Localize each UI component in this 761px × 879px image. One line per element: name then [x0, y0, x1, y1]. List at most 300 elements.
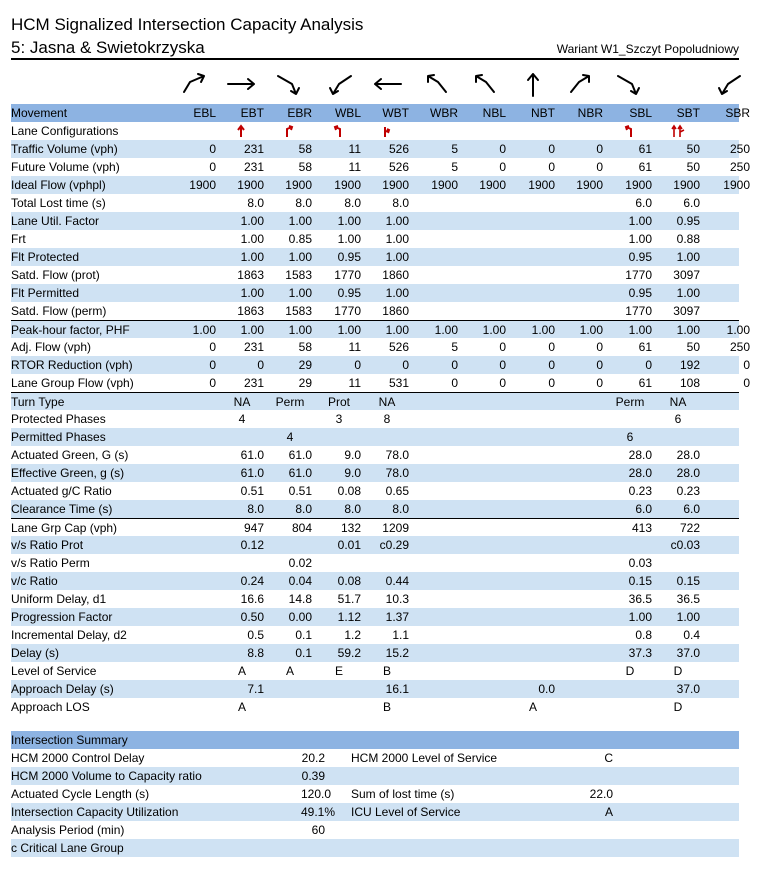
table-cell: 250: [729, 142, 750, 156]
row-label: v/s Ratio Perm: [11, 556, 90, 570]
table-row: [11, 212, 739, 230]
table-cell: 531: [388, 376, 409, 390]
table-cell: 6.0: [683, 502, 700, 516]
table-cell: 1.00: [385, 323, 409, 337]
table-cell: 1.00: [288, 214, 312, 228]
table-cell: 11: [348, 142, 361, 156]
table-cell: Prot: [327, 395, 350, 409]
table-cell: 1583: [285, 304, 312, 318]
table-cell: 5: [451, 160, 458, 174]
intersection-summary: [11, 731, 739, 857]
table-cell: 10.3: [385, 592, 409, 606]
table-cell: 108: [679, 376, 700, 390]
table-cell: 0: [354, 358, 361, 372]
table-cell: 722: [679, 521, 700, 535]
table-header: [11, 104, 750, 122]
row-label: Flt Protected: [11, 250, 80, 264]
table-cell: 8.0: [392, 502, 409, 516]
table-cell: 7.1: [247, 682, 264, 696]
table-cell: 0: [596, 160, 603, 174]
scenario-name: Wariant W1_Szczyt Popoludniowy: [556, 42, 739, 56]
table-cell: 1.00: [531, 323, 555, 337]
table-cell: 250: [729, 340, 750, 354]
summary-label: Intersection Capacity Utilization: [11, 805, 179, 819]
table-cell: Perm: [275, 395, 305, 409]
report-title: HCM Signalized Intersection Capacity Analysis: [11, 15, 364, 34]
table-row: [11, 572, 739, 590]
table-cell: 0.23: [628, 484, 652, 498]
table-cell: 0: [451, 376, 458, 390]
table-cell: 1.00: [628, 214, 652, 228]
table-row: [11, 194, 739, 212]
table-cell: 1900: [431, 178, 458, 192]
table-cell: 1.00: [676, 286, 700, 300]
table-cell: 804: [291, 521, 312, 535]
table-cell: 0.44: [385, 574, 409, 588]
table-cell: 0.8: [635, 628, 652, 642]
turn-up-right-icon: [170, 66, 218, 100]
table-cell: 1.00: [240, 250, 264, 264]
table-cell: 9.0: [344, 448, 361, 462]
table-cell: 11: [348, 340, 361, 354]
table-cell: 0: [209, 160, 216, 174]
table-cell: 1860: [382, 268, 409, 282]
row-label: Movement: [11, 106, 68, 120]
table-cell: 61.0: [240, 448, 264, 462]
table-cell: 250: [729, 160, 750, 174]
movement-header: WBT: [382, 106, 409, 120]
table-cell: 1.00: [628, 232, 652, 246]
table-cell: 1863: [237, 268, 264, 282]
summary-value: 60: [311, 823, 325, 837]
table-cell: 78.0: [385, 466, 409, 480]
table-cell: 0.01: [337, 538, 361, 552]
arrow-right-icon: [218, 66, 266, 100]
table-cell: 0.02: [288, 556, 312, 570]
row-label: Total Lost time (s): [11, 196, 106, 210]
summary-row: [11, 767, 739, 785]
row-label: Turn Type: [11, 395, 65, 409]
row-label: Actuated g/C Ratio: [11, 484, 112, 498]
row-label: Ideal Flow (vphpl): [11, 178, 106, 192]
summary-value: A: [604, 805, 613, 819]
table-cell: 0: [209, 142, 216, 156]
row-label: Peak-hour factor, PHF: [11, 323, 130, 337]
table-cell: 50: [686, 142, 700, 156]
table-row: [11, 464, 739, 482]
table-cell: 61.0: [240, 466, 264, 480]
table-cell: 0: [743, 376, 750, 390]
table-cell: 231: [243, 142, 264, 156]
row-label: Satd. Flow (prot): [11, 268, 100, 282]
table-cell: 0: [209, 358, 216, 372]
table-cell: 28.0: [628, 466, 652, 480]
table-cell: 192: [679, 358, 700, 372]
table-cell: 0.4: [683, 628, 700, 642]
table-cell: 132: [340, 521, 361, 535]
table-cell: 1900: [528, 178, 555, 192]
table-cell: 3: [335, 412, 343, 426]
table-cell: 1.00: [676, 610, 700, 624]
table-cell: 413: [631, 521, 652, 535]
left-turn-lane-icon: [606, 124, 654, 138]
arrow-up-left-icon: [460, 66, 508, 100]
table-cell: 0.1: [295, 628, 312, 642]
table-cell: 0.08: [337, 484, 361, 498]
table-row: [11, 428, 739, 446]
table-cell: 11: [348, 376, 361, 390]
table-cell: 1900: [334, 178, 361, 192]
row-label: Satd. Flow (perm): [11, 304, 107, 318]
movement-header: EBL: [193, 106, 216, 120]
table-cell: 0.24: [240, 574, 264, 588]
table-cell: 1.00: [240, 286, 264, 300]
table-cell: 78.0: [385, 448, 409, 462]
table-cell: 58: [298, 340, 312, 354]
movement-header: SBL: [629, 106, 652, 120]
table-cell: 1.00: [240, 323, 264, 337]
movement-arrows: [11, 66, 739, 100]
table-row: [11, 644, 739, 662]
table-cell: 8.0: [295, 196, 312, 210]
row-label: Approach Delay (s): [11, 682, 114, 696]
table-cell: D: [673, 664, 683, 678]
table-cell: 1.00: [337, 214, 361, 228]
row-label: Progression Factor: [11, 610, 113, 624]
table-cell: 1860: [382, 304, 409, 318]
table-cell: 1.00: [192, 323, 216, 337]
table-cell: 8.8: [247, 646, 264, 660]
table-row: [11, 680, 739, 698]
table-cell: 37.0: [676, 682, 700, 696]
row-label: Lane Grp Cap (vph): [11, 521, 118, 535]
table-cell: 1900: [673, 178, 700, 192]
table-cell: 0: [596, 358, 603, 372]
table-cell: 11: [348, 160, 361, 174]
table-cell: 8.0: [344, 196, 361, 210]
table-cell: 50: [686, 160, 700, 174]
table-cell: 0: [499, 340, 506, 354]
movement-header: WBL: [334, 106, 361, 120]
table-cell: 1.37: [385, 610, 409, 624]
table-cell: 61.0: [288, 466, 312, 480]
row-label: Effective Green, g (s): [11, 466, 125, 480]
table-cell: 1.00: [337, 323, 361, 337]
summary-row: [11, 803, 739, 821]
table-cell: 0: [499, 376, 506, 390]
table-cell: 1900: [576, 178, 603, 192]
table-row: [11, 410, 739, 428]
table-cell: B: [382, 700, 391, 714]
table-cell: 0: [645, 358, 652, 372]
table-cell: A: [237, 664, 246, 678]
table-cell: 0: [548, 358, 555, 372]
table-cell: NA: [378, 395, 396, 409]
table-cell: 1900: [285, 178, 312, 192]
table-cell: 0: [596, 340, 603, 354]
table-cell: 29: [298, 358, 312, 372]
arrow-up-right-icon: [557, 66, 605, 100]
row-label: Level of Service: [11, 664, 97, 678]
summary-label: c Critical Lane Group: [11, 841, 124, 855]
table-cell: 36.5: [676, 592, 700, 606]
table-cell: 1770: [334, 268, 361, 282]
intersection-name: 5: Jasna & Swietokrzyska: [11, 38, 205, 57]
arrow-down-right-icon: [606, 66, 654, 100]
table-cell: 0.95: [337, 250, 361, 264]
summary-value: 120.0: [301, 787, 332, 801]
table-cell: 1900: [189, 178, 216, 192]
table-cell: 1.00: [288, 323, 312, 337]
table-cell: A: [237, 700, 246, 714]
table-cell: 15.2: [385, 646, 409, 660]
table-cell: 16.6: [240, 592, 264, 606]
table-cell: 526: [388, 340, 409, 354]
table-row: [11, 266, 739, 284]
table-row: [11, 698, 739, 716]
table-cell: 0.15: [628, 574, 652, 588]
through-through-right-lane-icon: [654, 124, 702, 138]
left-turn-lane-icon: [315, 124, 363, 138]
row-label: Clearance Time (s): [11, 502, 113, 516]
summary-label: HCM 2000 Volume to Capacity ratio: [11, 769, 202, 783]
table-cell: 1.00: [434, 323, 458, 337]
table-cell: 1.1: [392, 628, 409, 642]
table-cell: 8.0: [295, 502, 312, 516]
table-cell: E: [334, 664, 343, 678]
table-cell: 1770: [334, 304, 361, 318]
table-row: [11, 626, 739, 644]
table-cell: 1900: [382, 178, 409, 192]
row-label: Actuated Green, G (s): [11, 448, 129, 462]
table-cell: 0: [548, 376, 555, 390]
table-cell: 8: [383, 412, 391, 426]
table-cell: 37.0: [676, 646, 700, 660]
table-cell: A: [528, 700, 537, 714]
table-row: [11, 320, 750, 338]
summary-value: C: [604, 751, 613, 765]
summary-row: [11, 785, 739, 803]
table-row: [11, 536, 739, 554]
summary-header: [11, 731, 739, 749]
table-cell: NA: [669, 395, 687, 409]
table-cell: 28.0: [628, 448, 652, 462]
row-label: Flt Permitted: [11, 286, 80, 300]
table-cell: 58: [298, 142, 312, 156]
row-label: Lane Group Flow (vph): [11, 376, 134, 390]
table-cell: 37.3: [628, 646, 652, 660]
table-cell: 0.85: [288, 232, 312, 246]
table-row: [11, 302, 739, 320]
row-label: Delay (s): [11, 646, 60, 660]
table-cell: 6.0: [683, 196, 700, 210]
table-cell: 231: [243, 376, 264, 390]
summary-row: [11, 749, 739, 767]
table-cell: 4: [286, 430, 294, 444]
table-cell: 231: [243, 340, 264, 354]
table-cell: 0.95: [337, 286, 361, 300]
row-label: v/s Ratio Prot: [11, 538, 84, 552]
table-cell: 1.00: [240, 214, 264, 228]
table-row: [11, 338, 750, 356]
table-cell: 3097: [673, 268, 700, 282]
movement-header: EBT: [240, 106, 264, 120]
table-cell: 0: [209, 340, 216, 354]
table-cell: 0: [596, 142, 603, 156]
table-cell: D: [625, 664, 635, 678]
table-cell: 1900: [625, 178, 652, 192]
table-cell: 61.0: [288, 448, 312, 462]
summary-label: Actuated Cycle Length (s): [11, 787, 150, 801]
table-cell: 1.00: [337, 232, 361, 246]
table-cell: 29: [298, 376, 312, 390]
table-cell: 61: [638, 376, 652, 390]
table-cell: 0: [743, 358, 750, 372]
row-label: Incremental Delay, d2: [11, 628, 127, 642]
movement-header: NBR: [577, 106, 603, 120]
movement-header: NBT: [531, 106, 555, 120]
table-cell: 1.00: [628, 610, 652, 624]
table-cell: 0.95: [676, 214, 700, 228]
movement-header: NBL: [482, 106, 506, 120]
table-row: [11, 176, 750, 194]
table-cell: 3097: [673, 304, 700, 318]
table-row: [11, 554, 739, 572]
summary-value: 49.1%: [301, 805, 336, 819]
table-row: [11, 482, 739, 500]
table-cell: 1.00: [676, 323, 700, 337]
movement-header: SBT: [676, 106, 700, 120]
movement-header: WBR: [430, 106, 458, 120]
table-cell: 59.2: [337, 646, 361, 660]
table-cell: 0.1: [295, 646, 312, 660]
table-cell: 526: [388, 142, 409, 156]
table-cell: 1.2: [344, 628, 361, 642]
table-cell: 0.12: [240, 538, 264, 552]
table-cell: 8.0: [392, 196, 409, 210]
table-cell: 0.95: [628, 286, 652, 300]
table-cell: 1.00: [579, 323, 603, 337]
table-cell: 0: [548, 142, 555, 156]
table-cell: 0.03: [628, 556, 652, 570]
table-cell: 1770: [625, 268, 652, 282]
table-row: [11, 446, 739, 464]
table-cell: 0: [548, 160, 555, 174]
table-cell: 0.00: [288, 610, 312, 624]
summary-value: 20.2: [301, 751, 325, 765]
table-cell: 61: [638, 142, 652, 156]
table-cell: 14.8: [288, 592, 312, 606]
table-cell: c0.03: [670, 538, 700, 552]
row-label: RTOR Reduction (vph): [11, 358, 133, 372]
table-row: [11, 356, 750, 374]
table-cell: 0: [499, 142, 506, 156]
table-cell: 1900: [723, 178, 750, 192]
right-turn-lane-icon: [266, 124, 314, 138]
table-cell: 6: [626, 430, 634, 444]
table-row: [11, 608, 739, 626]
table-cell: 61: [638, 160, 652, 174]
arrow-down-left-icon: [704, 66, 752, 100]
title-divider: [11, 58, 739, 60]
row-label: Future Volume (vph): [11, 160, 120, 174]
table-cell: D: [673, 700, 683, 714]
table-cell: 1.00: [288, 286, 312, 300]
table-cell: 1.00: [240, 232, 264, 246]
movement-header: SBR: [725, 106, 750, 120]
row-label: Adj. Flow (vph): [11, 340, 92, 354]
table-cell: 1209: [382, 521, 409, 535]
capacity-table: [11, 104, 750, 716]
table-cell: B: [382, 664, 391, 678]
table-cell: 0.23: [676, 484, 700, 498]
table-cell: 0: [402, 358, 409, 372]
table-cell: 8.0: [247, 196, 264, 210]
row-label: Lane Util. Factor: [11, 214, 100, 228]
table-cell: 50: [686, 340, 700, 354]
table-cell: 16.1: [385, 682, 409, 696]
summary-label: ICU Level of Service: [351, 805, 461, 819]
table-cell: 8.0: [247, 502, 264, 516]
table-cell: 0.95: [628, 250, 652, 264]
summary-label: Sum of lost time (s): [351, 787, 455, 801]
table-cell: A: [285, 664, 294, 678]
row-label: Protected Phases: [11, 412, 106, 426]
table-cell: 36.5: [628, 592, 652, 606]
table-cell: 0.65: [385, 484, 409, 498]
table-cell: 1.00: [726, 323, 750, 337]
table-row: [11, 284, 739, 302]
row-label: Frt: [11, 232, 26, 246]
row-label: Approach LOS: [11, 700, 90, 714]
table-cell: 0: [451, 358, 458, 372]
arrow-up-icon: [509, 66, 557, 100]
summary-value: 0.39: [301, 769, 325, 783]
table-cell: 0.5: [247, 628, 264, 642]
arrow-down-right-icon: [266, 66, 314, 100]
table-cell: 1.00: [628, 323, 652, 337]
movement-header: EBR: [287, 106, 312, 120]
row-label: Lane Configurations: [11, 124, 119, 138]
table-row: [11, 158, 750, 176]
table-cell: 9.0: [344, 466, 361, 480]
table-row: [11, 140, 750, 158]
table-cell: 0.0: [538, 682, 555, 696]
arrow-up-left-icon: [412, 66, 460, 100]
arrow-down-icon: [654, 66, 702, 100]
through-lane-icon: [218, 124, 266, 138]
table-cell: 61: [638, 340, 652, 354]
table-cell: 0.50: [240, 610, 264, 624]
table-cell: 1.00: [385, 214, 409, 228]
table-cell: 6.0: [635, 502, 652, 516]
table-cell: 0.08: [337, 574, 361, 588]
table-cell: 1.00: [288, 250, 312, 264]
summary-label: HCM 2000 Control Delay: [11, 751, 145, 765]
table-cell: 6: [674, 412, 682, 426]
table-cell: 0: [596, 376, 603, 390]
row-label: Uniform Delay, d1: [11, 592, 107, 606]
table-cell: 0: [499, 160, 506, 174]
row-label: Traffic Volume (vph): [11, 142, 118, 156]
table-row: [11, 248, 739, 266]
table-cell: 1900: [479, 178, 506, 192]
table-cell: 4: [238, 412, 246, 426]
table-row: [11, 392, 739, 410]
table-cell: 1900: [237, 178, 264, 192]
arrow-left-icon: [363, 66, 411, 100]
table-cell: 0.51: [240, 484, 264, 498]
